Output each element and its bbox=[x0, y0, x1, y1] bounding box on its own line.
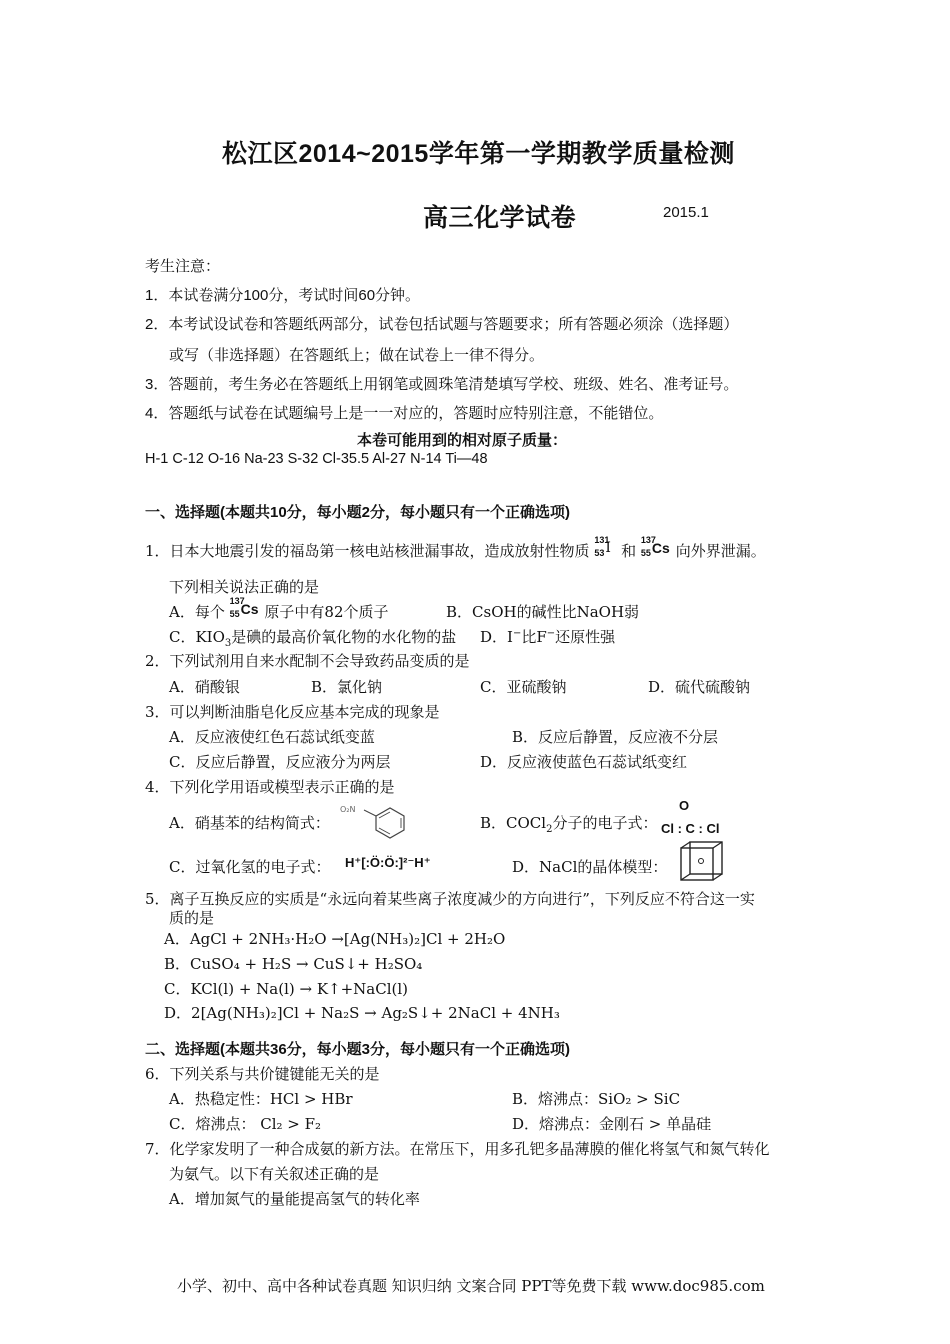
cesium-isotope: 137 55 Cs bbox=[229, 596, 259, 619]
option-b: B．氯化钠 bbox=[311, 678, 383, 696]
option-d: D．2[Ag(NH₃)₂]Cl + Na₂S → Ag₂S↓+ 2NaCl + 4NH₃ bbox=[164, 1004, 560, 1022]
nitro-group-label: O₂N bbox=[340, 805, 356, 814]
q1-stem-end: 向外界泄漏。 bbox=[675, 542, 766, 560]
atomic-masses: H-1 C-12 O-16 Na-23 S-32 Cl-35.5 Al-27 N-14 Ti—48 bbox=[145, 451, 488, 467]
question-1-stem bbox=[145, 535, 766, 561]
notice-item: 4．答题纸与试卷在试题编号上是一一对应的，答题时应特别注意，不能错位。 bbox=[145, 405, 664, 422]
q1-and: 和 bbox=[621, 542, 637, 560]
option-a: A．反应液使红色石蕊试纸变蓝 bbox=[169, 728, 375, 746]
atomic-mass-title: 本卷可能用到的相对原子质量： bbox=[357, 432, 568, 449]
section-heading: 一、选择题(本题共10分，每小题2分，每小题只有一个正确选项) bbox=[145, 504, 571, 521]
cocl2-oxygen: O bbox=[679, 798, 690, 813]
exam-title: 松江区2014~2015学年第一学期教学质量检测 bbox=[222, 140, 735, 168]
option-d: D．反应液使蓝色石蕊试纸变红 bbox=[480, 753, 688, 771]
exam-subtitle: 高三化学试卷 bbox=[423, 204, 577, 232]
option-c: C．熔沸点： Cl₂ > F₂ bbox=[169, 1115, 322, 1133]
option-c: C．$KIO_3$是碘的最高价氧化物的水化物的盐 bbox=[169, 628, 457, 649]
iodine-isotope: 131 53 I bbox=[594, 535, 611, 558]
option-b: B．反应后静置，反应液不分层 bbox=[512, 728, 719, 746]
option-a: A．增加氮气的量能提高氢气的转化率 bbox=[169, 1190, 420, 1208]
nacl-crystal-model bbox=[678, 840, 726, 882]
option-b: B．熔沸点：SiO₂ > SiC bbox=[512, 1090, 681, 1108]
question-2-stem: 2．下列试剂用自来水配制不会导致药品变质的是 bbox=[145, 652, 470, 670]
question-5-stem-cont: 质的是 bbox=[169, 909, 215, 927]
cesium-isotope: 137 55 Cs bbox=[640, 535, 670, 558]
option-a: A．每个 137 55 Cs 原子中有82个质子 bbox=[169, 596, 389, 621]
question-7-stem: 7．化学家发明了一种合成氨的新方法。在常压下，用多孔钯多晶薄膜的催化将氢气和氮气转化 bbox=[145, 1140, 770, 1158]
nitrobenzene-structure bbox=[338, 798, 410, 840]
question-4-stem: 4．下列化学用语或模型表示正确的是 bbox=[145, 778, 395, 796]
notice-item: 或写（非选择题）在答题纸上；做在试卷上一律不得分。 bbox=[169, 347, 545, 364]
question-6-stem: 6．下列关系与共价键键能无关的是 bbox=[145, 1065, 380, 1083]
option-d: D．I−比F−还原性强 bbox=[480, 628, 616, 646]
q1-prompt: 下列相关说法正确的是 bbox=[169, 578, 320, 596]
q1-stem-text: 1．日本大地震引发的福岛第一核电站核泄漏事故，造成放射性物质 bbox=[145, 542, 590, 560]
notice-item: 1．本试卷满分100分，考试时间60分钟。 bbox=[145, 287, 421, 304]
option-a: A．热稳定性：HCl > HBr bbox=[169, 1090, 353, 1108]
footer-link[interactable]: 小学、初中、高中各种试卷真题 知识归纳 文案合同 PPT等免费下载 www.doc985.com bbox=[177, 1277, 765, 1295]
option-d: D．熔沸点：金刚石 > 单晶硅 bbox=[512, 1115, 712, 1133]
question-3-stem: 3．可以判断油脂皂化反应基本完成的现象是 bbox=[145, 703, 440, 721]
notice-heading: 考生注意： bbox=[145, 258, 221, 275]
cocl2-electron-dot: Cl : C : Cl bbox=[661, 821, 720, 836]
exam-date: 2015.1 bbox=[663, 204, 709, 221]
option-a: A．硝酸银 bbox=[169, 678, 240, 696]
h2o2-electron-dot: H⁺[:Ö:Ö:]²⁻H⁺ bbox=[345, 855, 431, 870]
option-c: C．亚硫酸钠 bbox=[480, 678, 567, 696]
option-b: B．CsOH的碱性比NaOH弱 bbox=[446, 603, 640, 621]
option-d: D．硫代硫酸钠 bbox=[648, 678, 751, 696]
option-a: A．AgCl + 2NH₃·H₂O →[Ag(NH₃)₂]Cl + 2H₂O bbox=[164, 930, 506, 948]
notice-item: 2．本考试设试卷和答题纸两部分，试卷包括试题与答题要求；所有答题必须涂（选择题） bbox=[145, 316, 739, 333]
option-b: B．COCl$_2$分子的电子式： bbox=[480, 814, 658, 835]
option-c: C．KCl(l) + Na(l) → K↑+NaCl(l) bbox=[164, 980, 409, 998]
option-b: B．CuSO₄ + H₂S → CuS↓+ H₂SO₄ bbox=[164, 955, 423, 973]
option-d: D．NaCl的晶体模型： bbox=[512, 858, 668, 876]
option-c: C．反应后静置，反应液分为两层 bbox=[169, 753, 391, 771]
question-7-stem-cont: 为氨气。以下有关叙述正确的是 bbox=[169, 1165, 380, 1183]
question-5-stem: 5．离子互换反应的实质是“永远向着某些离子浓度减少的方向进行”，下列反应不符合这一实 bbox=[145, 890, 755, 908]
option-a: A．硝基苯的结构简式： bbox=[169, 814, 330, 832]
section-heading: 二、选择题(本题共36分，每小题3分，每小题只有一个正确选项) bbox=[145, 1041, 571, 1058]
notice-item: 3．答题前，考生务必在答题纸上用钢笔或圆珠笔清楚填写学校、班级、姓名、准考证号。 bbox=[145, 376, 739, 393]
option-c: C．过氧化氢的电子式： bbox=[169, 858, 331, 876]
